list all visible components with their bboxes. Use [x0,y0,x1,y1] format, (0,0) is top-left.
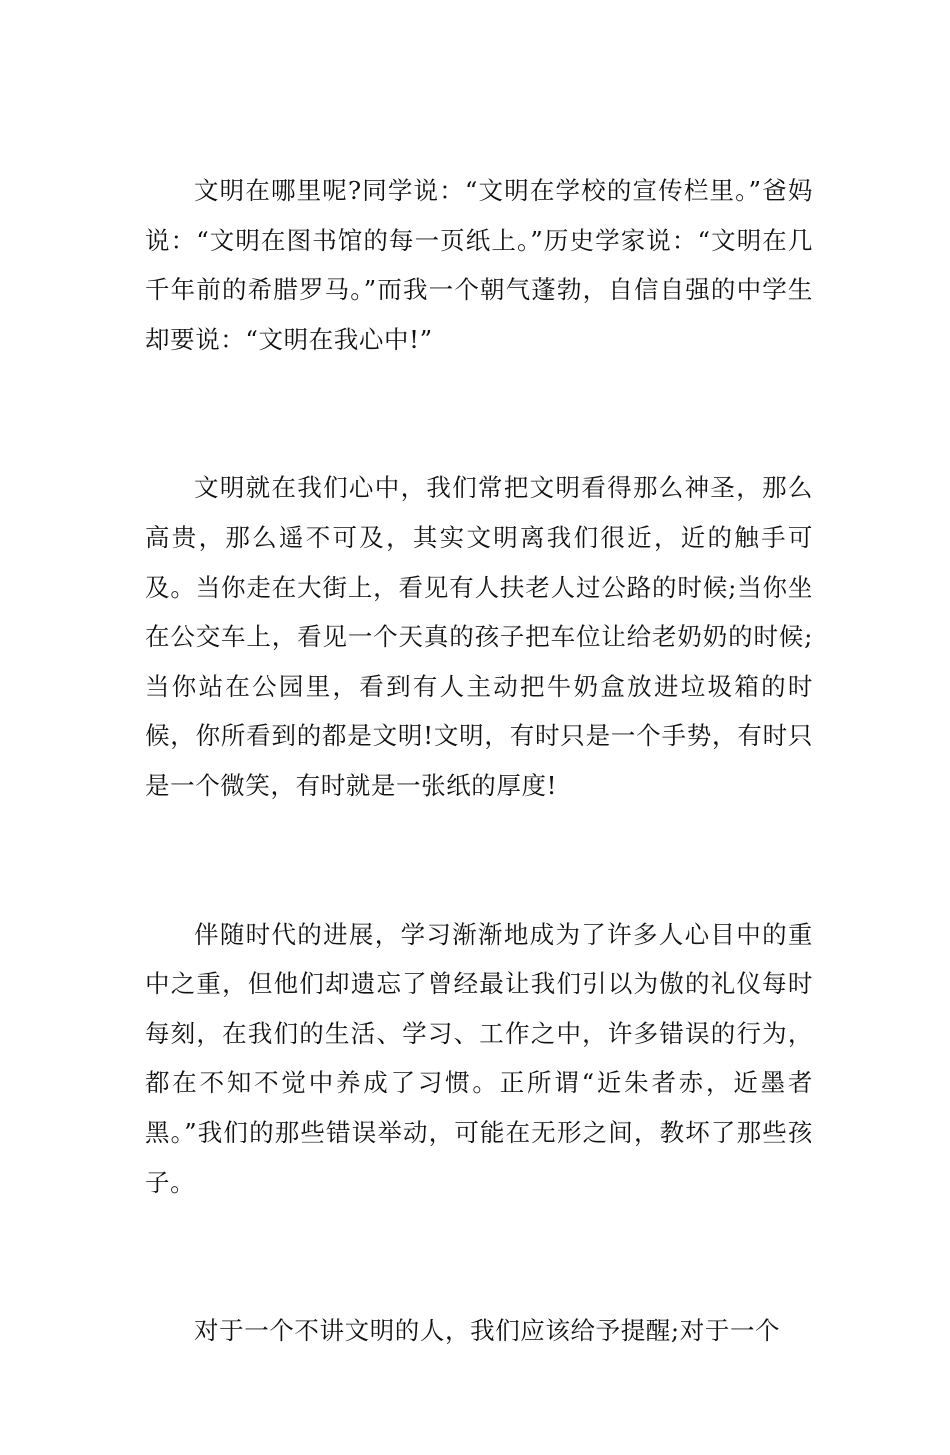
paragraph-1: 文明在哪里呢?同学说：“文明在学校的宣传栏里。”爸妈说：“文明在图书馆的每一页纸上。”历史学家说：“文明在几千年前的希腊罗马。”而我一个朝气蓬勃，自信自强的中学生却要说：“文明在我心中!” [145,176,813,354]
paragraph-3: 伴随时代的进展，学习渐渐地成为了许多人心目中的重中之重，但他们却遗忘了曾经最让我们引以为傲的礼仪每时每刻，在我们的生活、学习、工作之中，许多错误的行为，都在不知不觉中养成了习惯。正所谓“近朱者赤，近墨者黑。”我们的那些错误举动，可能在无形之间，教坏了那些孩子。 [145,919,813,1197]
paragraph-4: 对于一个不讲文明的人，我们应该给予提醒;对于一个 [194,1316,781,1346]
paragraph-2: 文明就在我们心中，我们常把文明看得那么神圣，那么高贵，那么遥不可及，其实文明离我们很近，近的触手可及。当你走在大街上，看见有人扶老人过公路的时候;当你坐在公交车上，看见一个天真的孩子把车位让给老奶奶的时候;当你站在公园里，看到有人主动把牛奶盒放进垃圾箱的时候，你所看到的都是文明!文明，有时只是一个手势，有时只是一个微笑，有时就是一张纸的厚度! [145,473,813,800]
document-body [145,166,813,1455]
